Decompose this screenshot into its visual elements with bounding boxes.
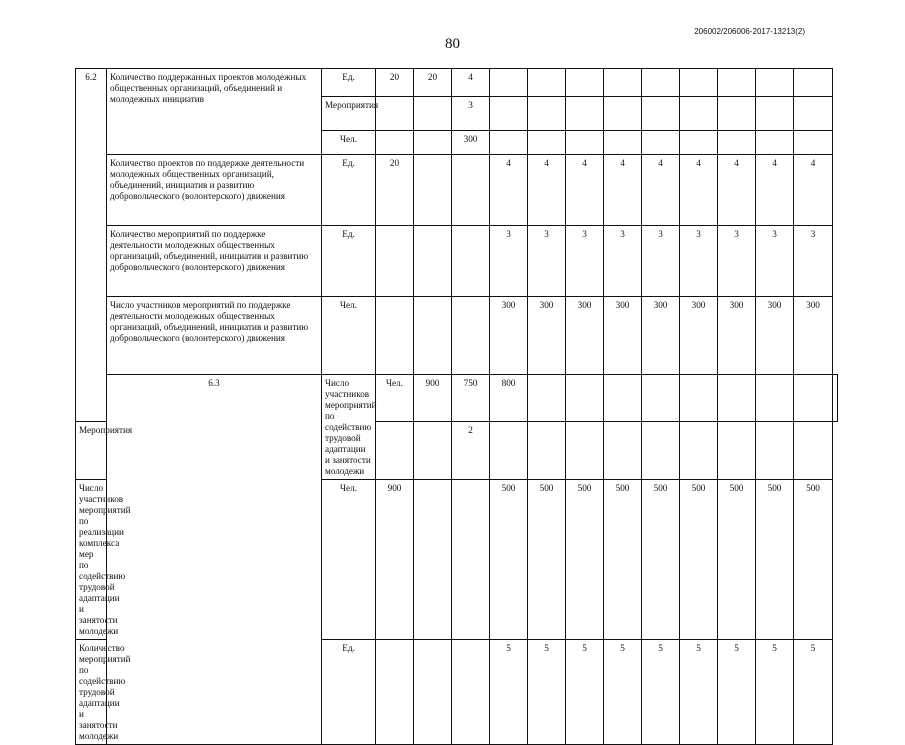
value-cell	[376, 226, 414, 297]
value-cell	[718, 422, 756, 480]
indicator-name: Число участников мероприятий по реализации комплекса мер по содействию трудовой адаптации и занятости молодежи	[76, 480, 107, 640]
value-cell	[642, 97, 680, 131]
unit-cell: Ед.	[322, 226, 376, 297]
value-cell	[604, 131, 642, 155]
value-cell	[566, 422, 604, 480]
value-cell	[680, 375, 718, 422]
value-cell	[794, 375, 833, 422]
value-cell	[680, 97, 718, 131]
value-cell	[528, 131, 566, 155]
value-cell: 300	[566, 297, 604, 375]
value-cell	[452, 155, 490, 226]
value-cell: 3	[452, 97, 490, 131]
value-cell: 3	[528, 226, 566, 297]
value-cell	[528, 375, 566, 422]
value-cell	[756, 422, 794, 480]
value-cell	[414, 97, 452, 131]
unit-cell: Чел.	[322, 297, 376, 375]
value-cell: 500	[756, 480, 794, 640]
value-cell: 4	[452, 69, 490, 97]
unit-cell: Мероприятия	[76, 422, 107, 480]
value-cell	[642, 131, 680, 155]
value-cell	[414, 297, 452, 375]
value-cell	[604, 375, 642, 422]
table-row	[76, 375, 838, 422]
value-cell: 300	[680, 297, 718, 375]
value-cell	[756, 69, 794, 97]
value-cell	[794, 131, 833, 155]
value-cell: 500	[490, 480, 528, 640]
value-cell	[642, 69, 680, 97]
document-id: 206002/206006-2017-13213(2)	[694, 27, 805, 36]
value-cell: 4	[566, 155, 604, 226]
value-cell: 300	[718, 297, 756, 375]
value-cell	[833, 375, 838, 422]
indicator-name: Число участников мероприятий по поддержке деятельности молодежных общественных организаций, объединений, инициатив и развитию добровольческого (волонтерского) движения	[107, 297, 322, 375]
value-cell: 5	[718, 640, 756, 745]
value-cell: 4	[718, 155, 756, 226]
value-cell: 2	[452, 422, 490, 480]
value-cell: 3	[718, 226, 756, 297]
unit-cell: Чел.	[322, 480, 376, 640]
value-cell	[680, 422, 718, 480]
section-number: 6.2	[76, 69, 107, 422]
value-cell	[794, 97, 833, 131]
indicator-name: Число участников мероприятий по содействию трудовой адаптации и занятости молодежи	[322, 375, 376, 480]
value-cell: 300	[794, 297, 833, 375]
value-cell	[414, 422, 452, 480]
value-cell: 300	[528, 297, 566, 375]
value-cell: 4	[642, 155, 680, 226]
value-cell	[604, 97, 642, 131]
indicator-name: Количество проектов по поддержке деятельности молодежных общественных организаций, объединений, инициатив и развитию добровольческого (волонтерского) движения	[107, 155, 322, 226]
value-cell	[414, 131, 452, 155]
value-cell: 5	[680, 640, 718, 745]
value-cell: 3	[756, 226, 794, 297]
value-cell	[376, 297, 414, 375]
value-cell: 20	[376, 69, 414, 97]
value-cell: 20	[414, 69, 452, 97]
value-cell	[452, 480, 490, 640]
value-cell: 3	[680, 226, 718, 297]
value-cell: 300	[642, 297, 680, 375]
value-cell	[376, 97, 414, 131]
value-cell	[376, 422, 414, 480]
value-cell: 800	[490, 375, 528, 422]
value-cell: 4	[756, 155, 794, 226]
value-cell: 20	[376, 155, 414, 226]
value-cell	[718, 69, 756, 97]
value-cell	[680, 69, 718, 97]
value-cell: 3	[794, 226, 833, 297]
value-cell: 5	[604, 640, 642, 745]
unit-cell: Мероприятия	[322, 97, 376, 131]
value-cell	[414, 155, 452, 226]
value-cell	[756, 131, 794, 155]
value-cell	[604, 69, 642, 97]
value-cell: 900	[414, 375, 452, 422]
table-row	[76, 155, 838, 226]
value-cell: 300	[490, 297, 528, 375]
value-cell	[452, 640, 490, 745]
value-cell	[414, 226, 452, 297]
value-cell: 500	[794, 480, 833, 640]
unit-cell: Ед.	[322, 640, 376, 745]
value-cell: 3	[642, 226, 680, 297]
value-cell	[718, 97, 756, 131]
value-cell	[452, 297, 490, 375]
value-cell	[604, 422, 642, 480]
value-cell: 500	[566, 480, 604, 640]
value-cell	[642, 422, 680, 480]
indicators-table	[75, 68, 838, 745]
value-cell: 4	[604, 155, 642, 226]
unit-cell: Ед.	[322, 69, 376, 97]
value-cell	[756, 375, 794, 422]
value-cell: 5	[528, 640, 566, 745]
value-cell	[452, 226, 490, 297]
value-cell: 500	[528, 480, 566, 640]
value-cell: 500	[604, 480, 642, 640]
value-cell	[490, 97, 528, 131]
value-cell: 300	[604, 297, 642, 375]
value-cell	[414, 640, 452, 745]
value-cell	[566, 131, 604, 155]
value-cell	[376, 640, 414, 745]
value-cell: 3	[490, 226, 528, 297]
value-cell	[794, 422, 833, 480]
value-cell	[718, 375, 756, 422]
value-cell	[490, 422, 528, 480]
value-cell	[718, 131, 756, 155]
value-cell	[680, 131, 718, 155]
indicator-name: Количество мероприятий по поддержке деятельности молодежных общественных организаций, объединений, инициатив и развитию добровольческого (волонтерского) движения	[107, 226, 322, 297]
value-cell: 500	[642, 480, 680, 640]
value-cell	[414, 480, 452, 640]
value-cell: 4	[490, 155, 528, 226]
value-cell	[756, 97, 794, 131]
value-cell: 5	[642, 640, 680, 745]
value-cell: 500	[718, 480, 756, 640]
section-number: 6.3	[107, 375, 322, 745]
value-cell: 300	[756, 297, 794, 375]
value-cell	[566, 69, 604, 97]
value-cell	[528, 422, 566, 480]
table-row	[76, 297, 838, 375]
value-cell	[566, 97, 604, 131]
value-cell: 750	[452, 375, 490, 422]
page-number: 80	[445, 36, 460, 52]
unit-cell: Чел.	[376, 375, 414, 422]
value-cell	[490, 131, 528, 155]
value-cell: 4	[680, 155, 718, 226]
value-cell: 5	[756, 640, 794, 745]
value-cell: 5	[794, 640, 833, 745]
value-cell	[528, 69, 566, 97]
value-cell	[794, 69, 833, 97]
table-body	[76, 69, 838, 745]
value-cell: 4	[794, 155, 833, 226]
value-cell: 3	[566, 226, 604, 297]
value-cell: 500	[680, 480, 718, 640]
indicator-name: Количество поддержанных проектов молодежных общественных организаций, объединений и молодежных инициатив	[107, 69, 322, 155]
unit-cell: Ед.	[322, 155, 376, 226]
value-cell: 900	[376, 480, 414, 640]
value-cell	[490, 69, 528, 97]
value-cell: 5	[566, 640, 604, 745]
unit-cell: Чел.	[322, 131, 376, 155]
value-cell: 5	[490, 640, 528, 745]
value-cell: 3	[604, 226, 642, 297]
value-cell	[566, 375, 604, 422]
indicator-name: Количество мероприятий по содействию трудовой адаптации и занятости молодежи	[76, 640, 107, 745]
table-row	[76, 69, 838, 97]
value-cell: 4	[528, 155, 566, 226]
value-cell	[642, 375, 680, 422]
value-cell	[528, 97, 566, 131]
value-cell: 300	[452, 131, 490, 155]
value-cell	[376, 131, 414, 155]
table-row	[76, 226, 838, 297]
